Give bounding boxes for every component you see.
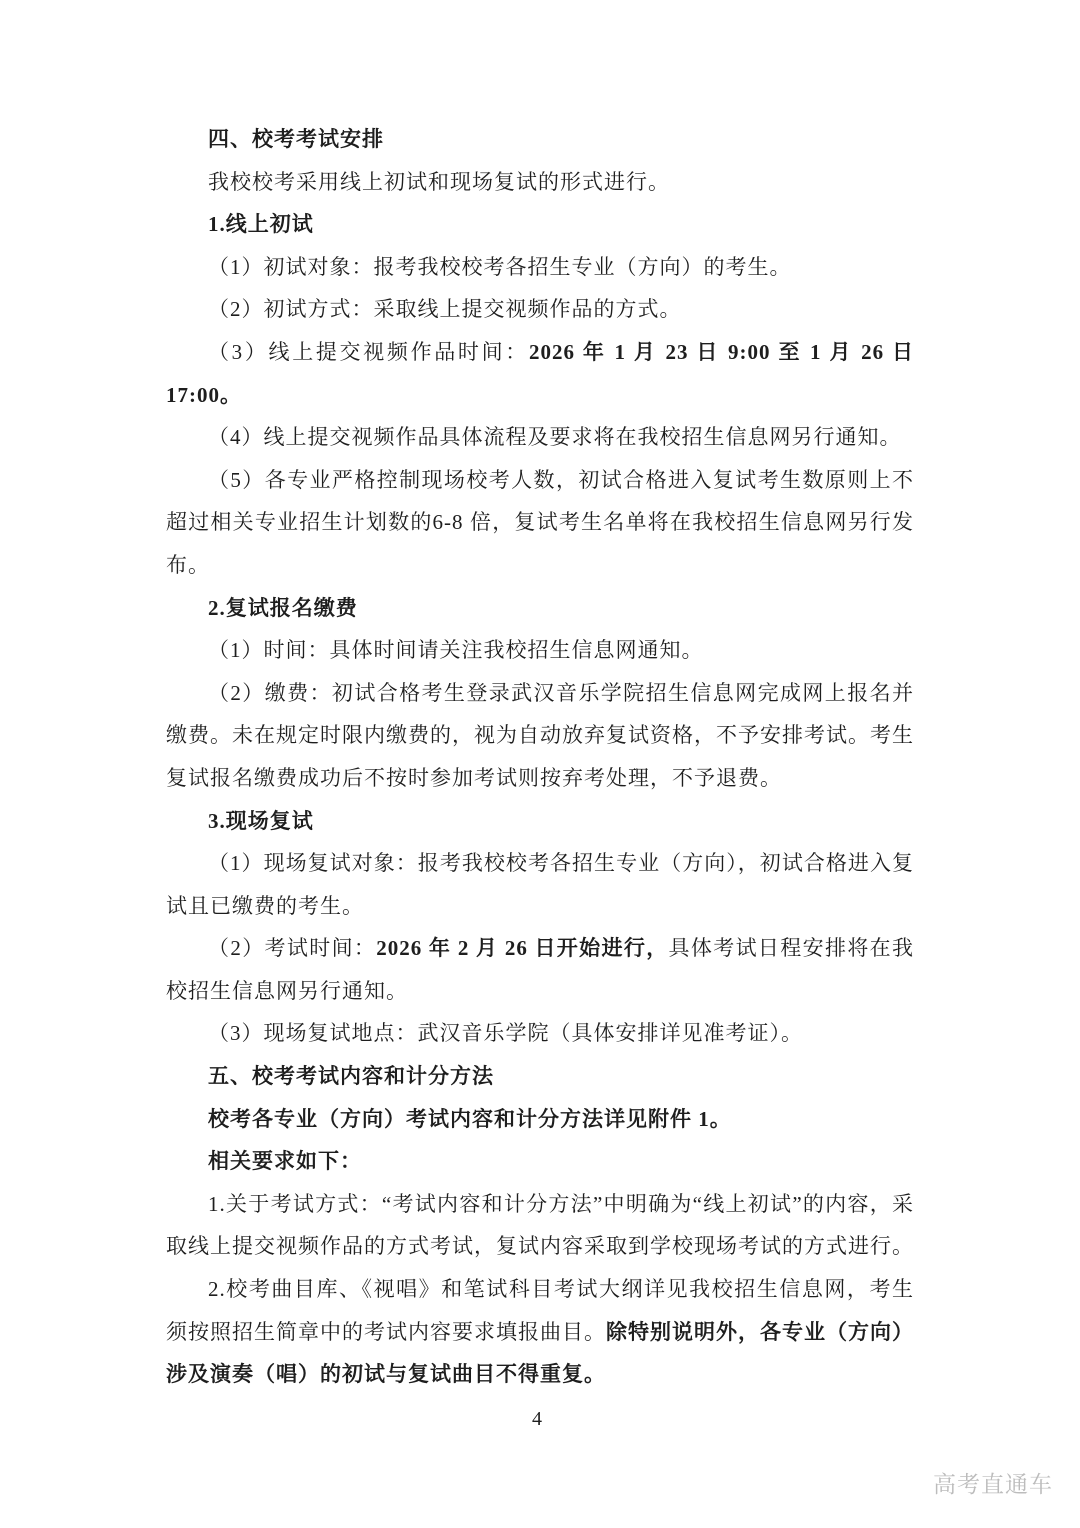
section-heading xyxy=(166,587,914,630)
text-run: （1）现场复试对象：报考我校校考各招生专业（方向），初试合格进入复试且已缴费的考生。 xyxy=(166,851,914,918)
document-body xyxy=(166,118,914,1396)
text-run: 具体考试日程安排将在我校招生信息网另行通知。 xyxy=(166,936,915,1003)
paragraph xyxy=(166,842,914,927)
bold-text-run: 2.复试报名缴费 xyxy=(208,595,358,620)
bold-text-run: 五、校考考试内容和计分方法 xyxy=(208,1064,494,1089)
bold-text-run: 校考各专业（方向）考试内容和计分方法详见附件 1。 xyxy=(208,1106,732,1131)
section-heading xyxy=(166,1055,914,1098)
paragraph xyxy=(166,1140,914,1183)
watermark-text: 高考直通车 xyxy=(933,1472,1053,1497)
paragraph xyxy=(166,246,914,289)
text-run: （3）线上提交视频作品时间： xyxy=(208,339,529,364)
text-run: （2）考试时间： xyxy=(208,936,377,961)
section-heading xyxy=(166,203,914,246)
bold-text-run: 除特别说明外，各专业（方向）涉及演奏（唱）的初试与复试曲目不得重复。 xyxy=(166,1319,914,1387)
bold-text-run: 3.现场复试 xyxy=(208,808,314,833)
bold-text-run: 四、校考考试安排 xyxy=(208,127,384,151)
page-number: 4 xyxy=(532,1408,542,1430)
paragraph xyxy=(166,1183,914,1268)
paragraph xyxy=(166,629,914,672)
section-heading xyxy=(166,800,914,843)
bold-text-run: 相关要求如下： xyxy=(208,1149,362,1174)
text-run: （1）时间：具体时间请关注我校招生信息网通知。 xyxy=(208,638,704,663)
text-run: 2.校考曲目库、《视唱》和笔试科目考试大纲详见我校招生信息网，考生须按照招生简章中的考试内容要求填报曲目。 xyxy=(166,1277,914,1344)
text-run: （3）现场复试地点：武汉音乐学院（具体安排详见准考证）。 xyxy=(208,1021,803,1046)
paragraph xyxy=(166,161,914,204)
text-run: （2）初试方式：采取线上提交视频作品的方式。 xyxy=(208,297,682,322)
paragraph xyxy=(166,416,914,459)
paragraph xyxy=(166,1268,914,1396)
text-run: （1）初试对象：报考我校校考各招生专业（方向）的考生。 xyxy=(208,254,792,279)
paragraph xyxy=(166,672,914,800)
bold-text-run: 1.线上初试 xyxy=(208,212,314,237)
text-run: 1.关于考试方式：“考试内容和计分方法”中明确为“线上初试”的内容，采取线上提交视频作品的方式考试，复试内容采取到学校现场考试的方式进行。 xyxy=(166,1191,914,1259)
text-run: 我校校考采用线上初试和现场复试的形式进行。 xyxy=(208,169,670,194)
section-heading xyxy=(166,118,914,161)
paragraph xyxy=(166,1012,914,1055)
text-run: （2）缴费：初试合格考生登录武汉音乐学院招生信息网完成网上报名并缴费。未在规定时限内缴费的，视为自动放弃复试资格，不予安排考试。考生复试报名缴费成功后不按时参加考试则按弃考处理，不予退费。 xyxy=(166,680,914,790)
paragraph xyxy=(166,331,914,416)
text-run: （4）线上提交视频作品具体流程及要求将在我校招生信息网另行通知。 xyxy=(208,425,902,450)
text-run: （5）各专业严格控制现场校考人数，初试合格进入复试考生数原则上不超过相关专业招生计划数的6-8 倍，复试考生名单将在我校招生信息网另行发布。 xyxy=(166,467,914,577)
bold-text-run: 2026 年 2 月 26 日开始进行， xyxy=(376,936,669,961)
bold-text-run: 2026 年 1 月 23 日 9:00 至 1 月 26 日 17:00。 xyxy=(166,339,914,407)
paragraph xyxy=(166,459,914,587)
paragraph xyxy=(166,288,914,331)
paragraph xyxy=(166,927,914,1012)
paragraph xyxy=(166,1098,914,1141)
